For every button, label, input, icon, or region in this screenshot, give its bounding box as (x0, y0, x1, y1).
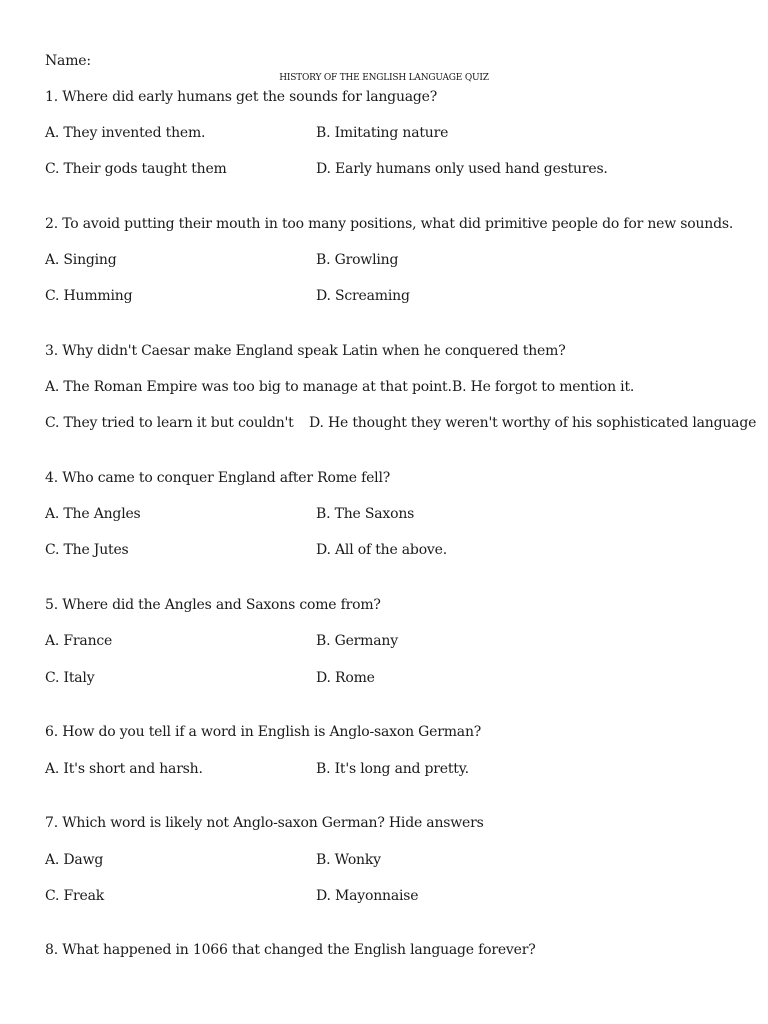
question-5-option-a: A. France (45, 633, 113, 649)
question-4-text: 4. Who came to conquer England after Rome fell? (45, 470, 391, 486)
question-2-text: 2. To avoid putting their mouth in too many positions, what did primitive people do for new sounds. (45, 216, 734, 232)
question-5-option-b: B. Germany (316, 633, 398, 649)
question-4-option-b: B. The Saxons (316, 506, 415, 522)
question-7-option-d: D. Mayonnaise (316, 888, 419, 904)
question-5-text: 5. Where did the Angles and Saxons come from? (45, 597, 381, 613)
question-2-option-c: C. Humming (45, 288, 133, 304)
question-6-option-a: A. It's short and harsh. (45, 761, 203, 777)
question-3-option-a: A. The Roman Empire was too big to manage at that point. (45, 379, 452, 395)
question-1-option-c: C. Their gods taught them (45, 161, 227, 177)
question-1-option-a: A. They invented them. (45, 125, 206, 141)
name-label: Name: (45, 53, 91, 69)
question-1-option-d: D. Early humans only used hand gestures. (316, 161, 608, 177)
question-1-text: 1. Where did early humans get the sounds for language? (45, 89, 438, 105)
question-5-option-c: C. Italy (45, 670, 95, 686)
question-5-option-d: D. Rome (316, 670, 375, 686)
question-1-option-b: B. Imitating nature (316, 125, 449, 141)
question-3-option-b: B. He forgot to mention it. (452, 379, 635, 395)
question-2-option-d: D. Screaming (316, 288, 410, 304)
question-4-option-a: A. The Angles (45, 506, 141, 522)
question-7-option-c: C. Freak (45, 888, 105, 904)
question-6-option-b: B. It's long and pretty. (316, 761, 469, 777)
question-4-option-c: C. The Jutes (45, 542, 129, 558)
question-2-option-b: B. Growling (316, 252, 399, 268)
question-6-text: 6. How do you tell if a word in English is Anglo-saxon German? (45, 724, 482, 740)
question-4-option-d: D. All of the above. (316, 542, 447, 558)
question-3-text: 3. Why didn't Caesar make England speak Latin when he conquered them? (45, 343, 566, 359)
question-2-option-a: A. Singing (45, 252, 117, 268)
page-title: HISTORY OF THE ENGLISH LANGUAGE QUIZ (279, 73, 489, 83)
question-3-option-d: D. He thought they weren't worthy of his sophisticated language (309, 415, 757, 431)
question-7-option-b: B. Wonky (316, 852, 381, 868)
question-3-option-c: C. They tried to learn it but couldn't (45, 415, 294, 431)
question-8-text: 8. What happened in 1066 that changed the English language forever? (45, 942, 536, 958)
question-7-text: 7. Which word is likely not Anglo-saxon German? Hide answers (45, 815, 484, 831)
question-7-option-a: A. Dawg (45, 852, 104, 868)
